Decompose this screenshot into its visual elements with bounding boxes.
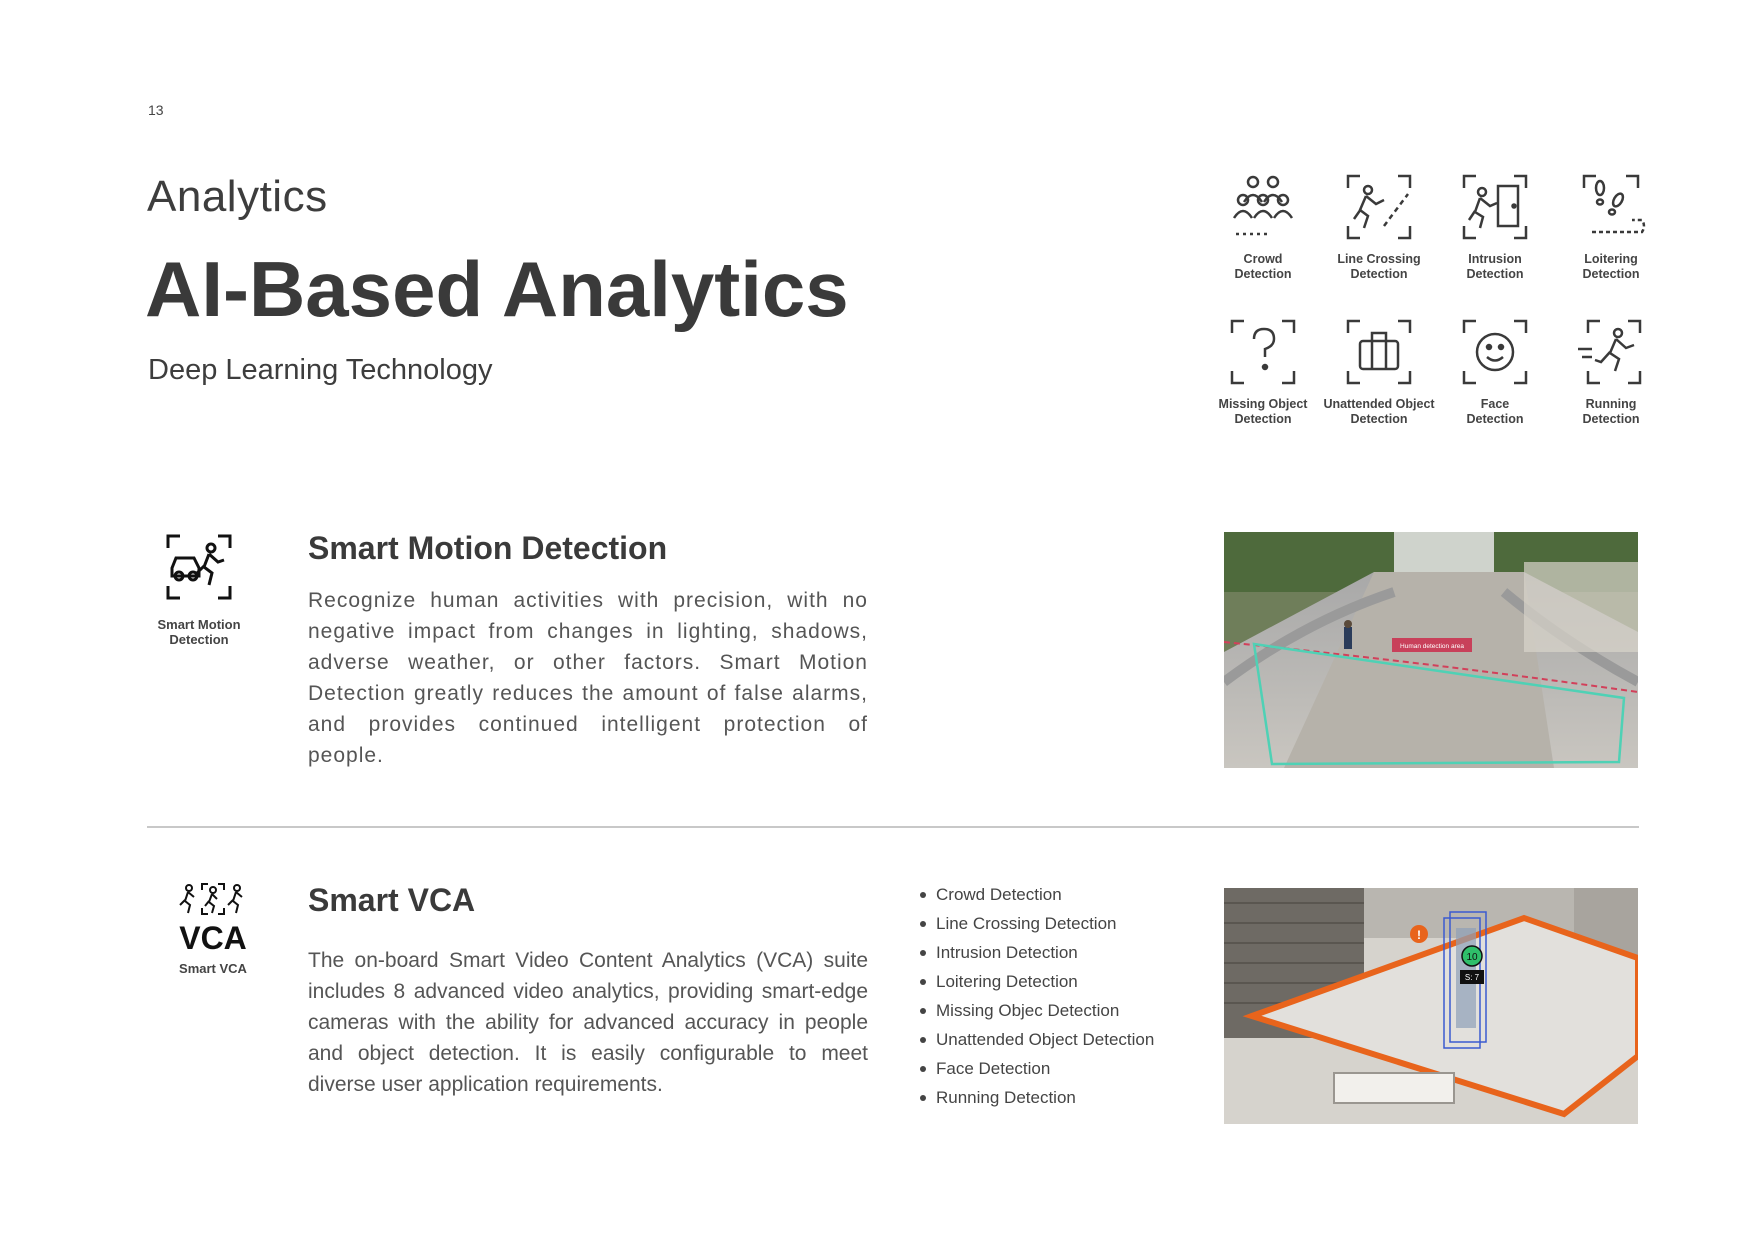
icon-label-line2: Detection [1466, 267, 1524, 281]
icon-label-line1: Crowd [1243, 252, 1283, 266]
icon-label-line2: Detection [1582, 267, 1640, 281]
vca-icon-text: VCA [179, 920, 247, 956]
smart-motion-icon [164, 532, 234, 602]
smart-vca-photo [1224, 888, 1638, 1124]
icon-label-line2: Detection [1350, 412, 1408, 426]
icon-label-line2: Detection [1350, 267, 1408, 281]
smart-vca-description: The on-board Smart Video Content Analytics (VCA) suite includes 8 advanced video analytics, providing smart-edge cameras with the ability for advanced accuracy in people and object detection. It is easily configurable to meet diverse user application requirements. [308, 949, 868, 1096]
list-item: Face Detection [918, 1054, 1154, 1083]
icon-label-line2: Detection [1234, 267, 1292, 281]
icon-label-line1: Loitering [1584, 252, 1638, 266]
running-detection-item [1553, 317, 1669, 427]
icon-label-line1: Line Crossing [1337, 252, 1421, 266]
unattended-object-icon [1344, 317, 1414, 387]
missing-object-icon [1228, 317, 1298, 387]
page-title: AI-Based Analytics [145, 245, 849, 333]
loitering-icon [1576, 172, 1646, 242]
list-item: Loitering Detection [918, 967, 1154, 996]
vca-people-icon [178, 882, 248, 916]
page-subtitle: Deep Learning Technology [148, 354, 493, 386]
face-detection-item [1437, 317, 1553, 427]
line-crossing-icon [1344, 172, 1414, 242]
crowd-icon [1228, 172, 1298, 242]
icon-label-line1: Intrusion [1468, 252, 1522, 266]
running-icon [1576, 317, 1646, 387]
icon-label-line2: Detection [1234, 412, 1292, 426]
missing-object-detection-item [1205, 317, 1321, 427]
face-icon [1460, 317, 1530, 387]
crowd-detection-item [1205, 172, 1321, 282]
vca-scene-image [1224, 888, 1638, 1124]
list-item: Unattended Object Detection [918, 1025, 1154, 1054]
icon-label-line2: Detection [1466, 412, 1524, 426]
page-number: 13 [148, 102, 164, 118]
icon-label-line2: Detection [169, 632, 229, 647]
icon-label-line1: Unattended Object [1323, 397, 1435, 411]
smart-vca-title: Smart VCA [308, 882, 476, 918]
icon-label-line1: Missing Object [1218, 397, 1308, 411]
vca-counter: 10 [1466, 952, 1478, 963]
list-item: Line Crossing Detection [918, 909, 1154, 938]
loitering-detection-item [1553, 172, 1669, 282]
smart-vca-feature-icon [163, 882, 263, 976]
detection-scene-image [1224, 532, 1638, 768]
vca-feature-list [918, 880, 1154, 1112]
smart-motion-description: Recognize human activities with precision, with no negative impact from changes in lighting, shadows, adverse weather, or other factors. Smart Motion Detection greatly reduces the amount of false alarms, and provides continued intelligent protection of people. [308, 589, 868, 767]
list-item: Intrusion Detection [918, 938, 1154, 967]
list-item: Missing Objec Detection [918, 996, 1154, 1025]
unattended-object-detection-item [1321, 317, 1437, 427]
section-label: Analytics [147, 172, 328, 221]
intrusion-icon [1460, 172, 1530, 242]
line-crossing-detection-item [1321, 172, 1437, 282]
intrusion-detection-item [1437, 172, 1553, 282]
svg-text:!: ! [1417, 928, 1421, 942]
smart-motion-feature-icon [144, 532, 254, 647]
icon-label-line1: Face [1480, 397, 1510, 411]
icon-label-line1: Running [1585, 397, 1637, 411]
icon-label-line2: Detection [1582, 412, 1640, 426]
detection-area-tag: Human detection area [1400, 643, 1464, 650]
list-item: Crowd Detection [918, 880, 1154, 909]
smart-motion-title: Smart Motion Detection [308, 530, 668, 566]
smart-motion-photo [1224, 532, 1638, 768]
vca-score: S: 7 [1464, 973, 1480, 982]
analytics-icon-grid [1205, 172, 1675, 442]
list-item: Running Detection [918, 1083, 1154, 1112]
icon-label-line1: Smart Motion [157, 617, 241, 632]
section-divider [147, 826, 1639, 828]
smart-vca-icon-label: Smart VCA [179, 961, 247, 976]
